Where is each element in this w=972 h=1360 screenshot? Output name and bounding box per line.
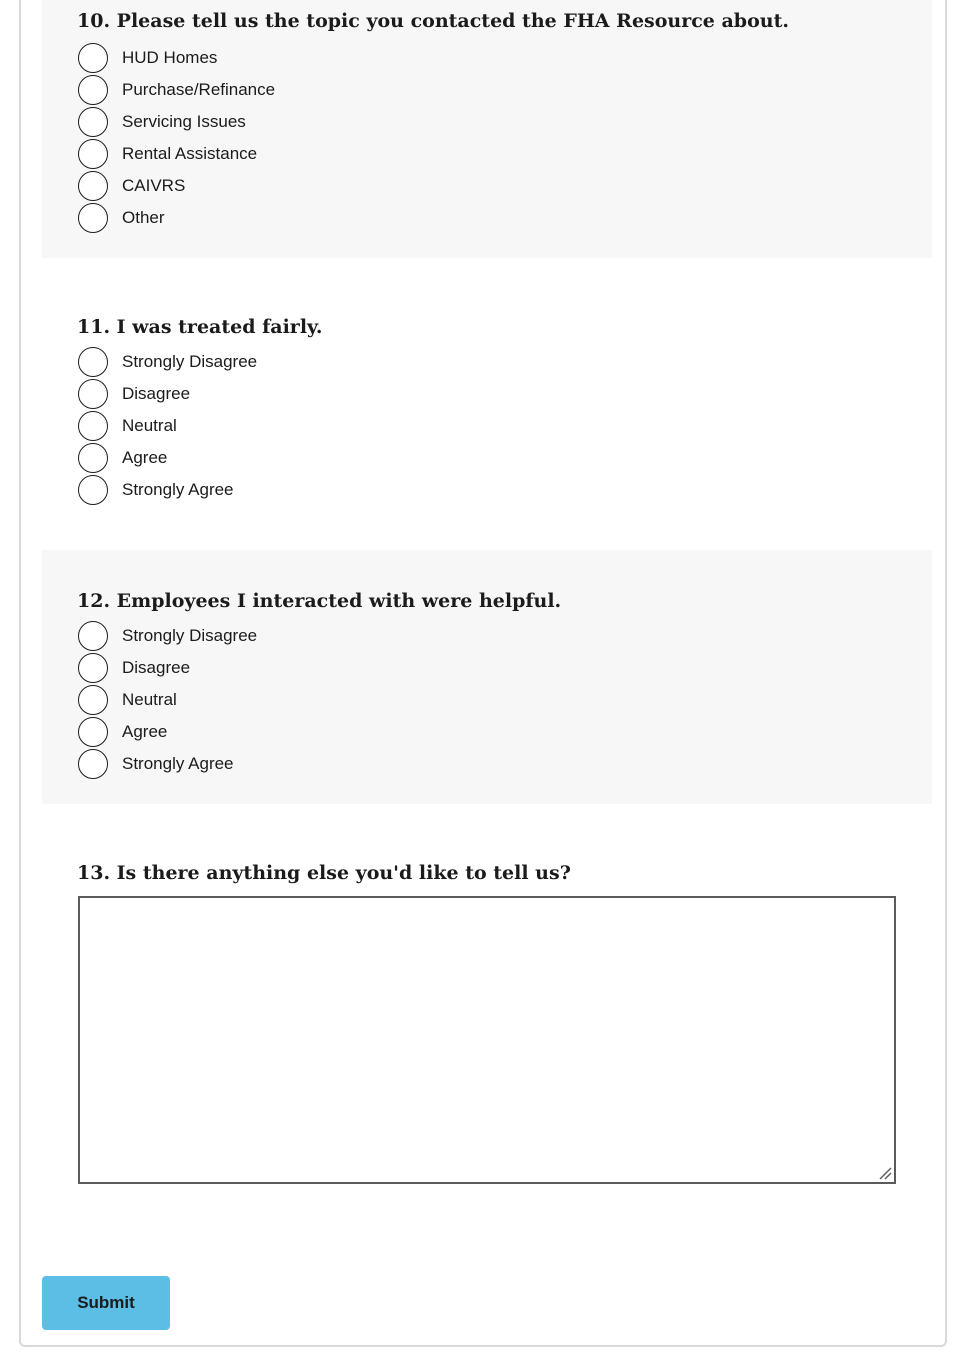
survey-form [19,0,947,1347]
radio-option[interactable] [77,410,257,442]
radio-option-label[interactable]: CAIVRS [122,176,186,195]
radio-option[interactable] [77,42,275,74]
radio-option[interactable] [77,474,257,506]
question-12-title: 12. Employees I interacted with were helpful. [77,590,562,612]
radio-button[interactable] [78,653,108,683]
comments-textarea-wrapper [78,896,896,1184]
question-10-options [77,42,275,234]
radio-option-label[interactable]: Agree [122,448,168,467]
radio-option-label[interactable]: Purchase/Refinance [122,80,276,99]
radio-option-label[interactable]: Disagree [122,384,191,403]
radio-option[interactable] [77,684,257,716]
radio-option-label[interactable]: Neutral [122,690,177,709]
radio-button[interactable] [78,475,108,505]
radio-option[interactable] [77,652,257,684]
radio-button[interactable] [78,43,108,73]
radio-option-label[interactable]: HUD Homes [122,48,218,67]
question-10-section [42,0,932,258]
radio-option[interactable] [77,346,257,378]
radio-button[interactable] [78,171,108,201]
radio-button[interactable] [78,107,108,137]
radio-option-label[interactable]: Strongly Disagree [122,626,258,645]
question-12-section [42,550,932,804]
radio-option-label[interactable]: Rental Assistance [122,144,258,163]
radio-option[interactable] [77,748,257,780]
radio-option-label[interactable]: Strongly Agree [122,754,234,773]
radio-option[interactable] [77,138,275,170]
radio-button[interactable] [78,717,108,747]
radio-button[interactable] [78,347,108,377]
radio-button[interactable] [78,685,108,715]
question-11-title: 11. I was treated fairly. [77,316,323,338]
radio-button[interactable] [78,379,108,409]
question-10-title: 10. Please tell us the topic you contacted the FHA Resource about. [77,10,789,32]
radio-option[interactable] [77,106,275,138]
question-11-section [42,258,932,550]
radio-option[interactable] [77,378,257,410]
radio-option[interactable] [77,202,275,234]
radio-option-label[interactable]: Strongly Agree [122,480,234,499]
question-13-title: 13. Is there anything else you'd like to tell us? [77,862,571,884]
question-13-section [42,804,932,1224]
radio-button[interactable] [78,139,108,169]
radio-button[interactable] [78,203,108,233]
radio-option[interactable] [77,716,257,748]
radio-button[interactable] [78,621,108,651]
radio-option[interactable] [77,620,257,652]
comments-textarea[interactable] [78,896,896,1184]
radio-option-label[interactable]: Other [122,208,165,227]
radio-option-label[interactable]: Strongly Disagree [122,352,258,371]
radio-button[interactable] [78,749,108,779]
radio-button[interactable] [78,411,108,441]
radio-option-label[interactable]: Neutral [122,416,177,435]
radio-option-label[interactable]: Agree [122,722,168,741]
radio-option-label[interactable]: Servicing Issues [122,112,246,131]
radio-option[interactable] [77,74,275,106]
radio-button[interactable] [78,443,108,473]
radio-option-label[interactable]: Disagree [122,658,191,677]
radio-button[interactable] [78,75,108,105]
question-12-options [77,620,257,780]
resize-grip-icon[interactable] [878,1166,892,1180]
radio-option[interactable] [77,442,257,474]
radio-option[interactable] [77,170,275,202]
question-11-options [77,346,257,506]
submit-button[interactable]: Submit [42,1276,170,1330]
